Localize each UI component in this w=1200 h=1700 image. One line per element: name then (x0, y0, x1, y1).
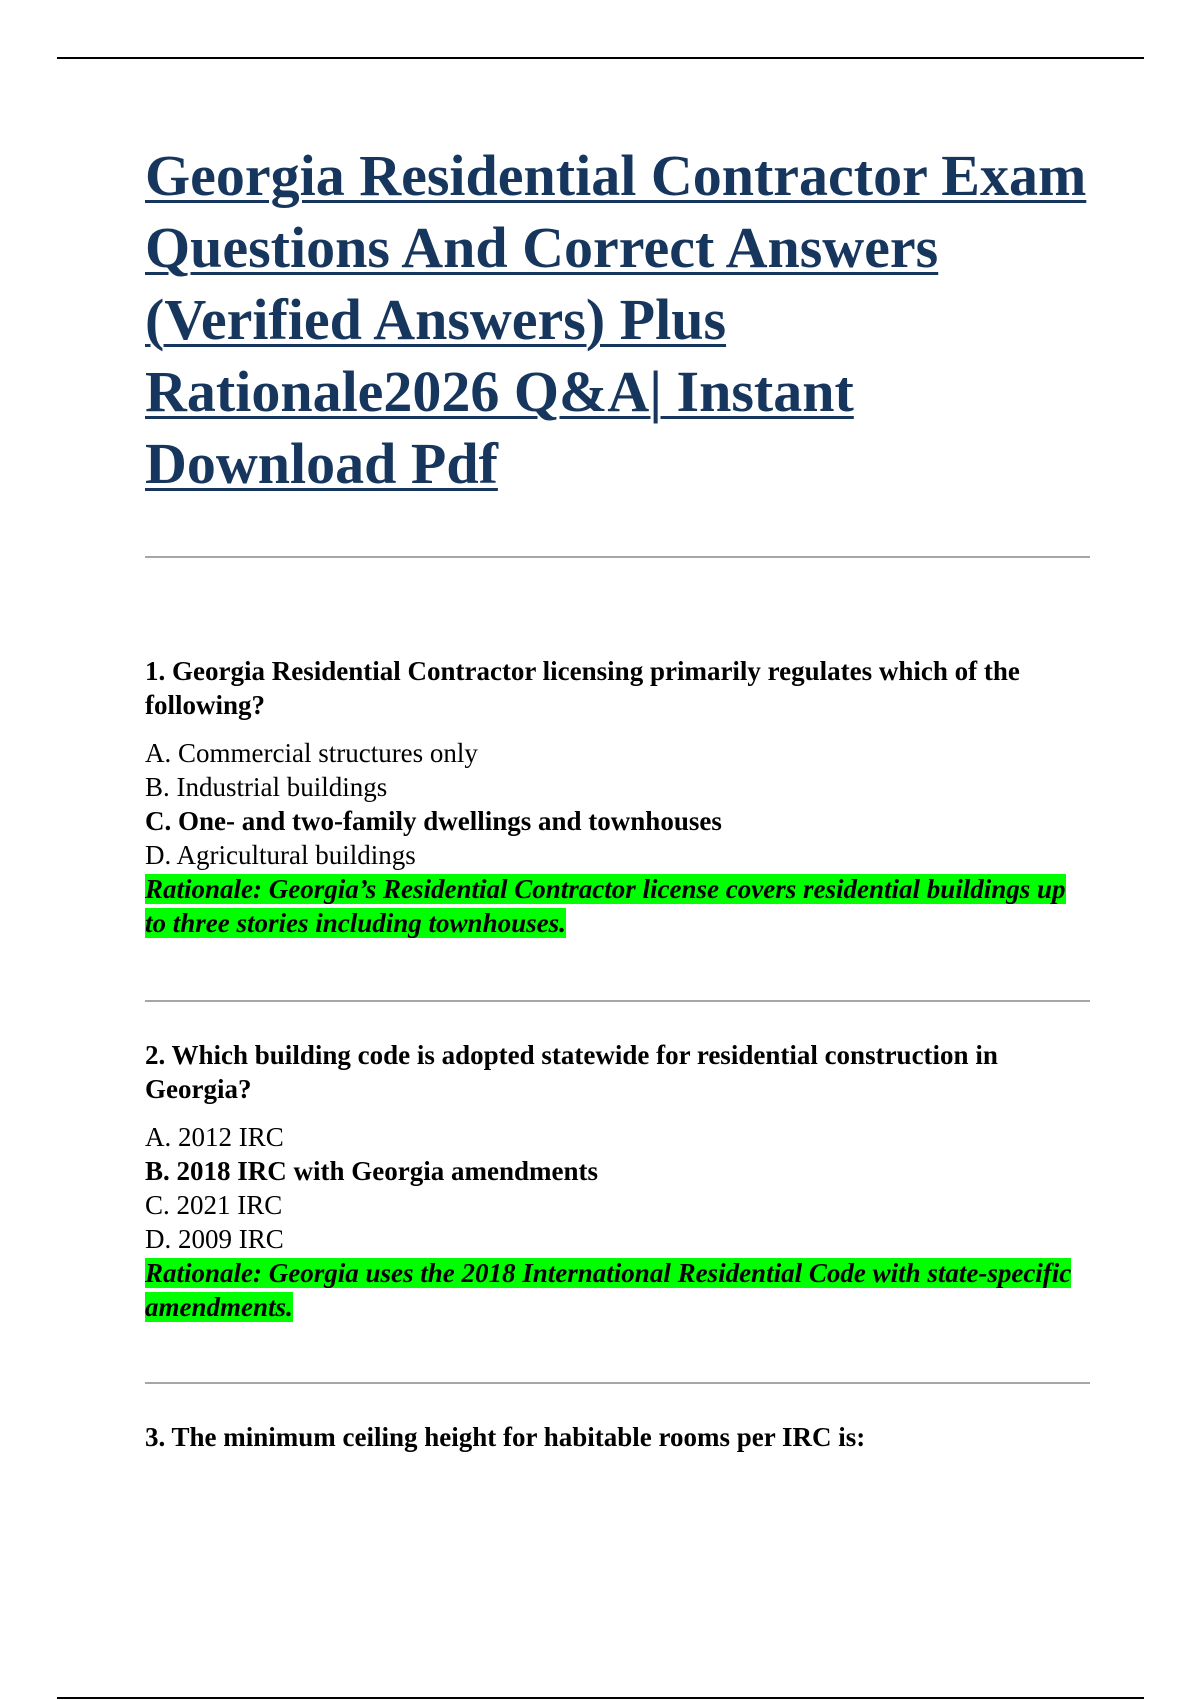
document-title (145, 140, 1090, 500)
section-divider (145, 1382, 1090, 1384)
page-bottom-rule (57, 1697, 1144, 1699)
rationale (145, 872, 1090, 940)
rationale-highlight: Rationale: Georgia’s Residential Contractor license covers residential buildings up to three stories including townhouses. (145, 874, 1066, 938)
option-d: D. 2009 IRC (145, 1224, 284, 1254)
answer-options (145, 736, 1090, 872)
question-1 (145, 654, 1090, 940)
rationale (145, 1256, 1090, 1324)
question-text: 2. Which building code is adopted statewide for residential construction in Georgia? (145, 1040, 998, 1104)
question-text: 1. Georgia Residential Contractor licensing primarily regulates which of the following? (145, 656, 1020, 720)
section-divider (145, 1000, 1090, 1002)
document-body (145, 140, 1090, 1454)
option-b: B. Industrial buildings (145, 772, 388, 802)
option-c: C. 2021 IRC (145, 1190, 283, 1220)
option-a: A. 2012 IRC (145, 1122, 284, 1152)
question-2 (145, 1038, 1090, 1324)
rationale-highlight: Rationale: Georgia uses the 2018 International Residential Code with state-specific amendments. (145, 1258, 1072, 1322)
option-b-correct: B. 2018 IRC with Georgia amendments (145, 1156, 598, 1186)
answer-options (145, 1120, 1090, 1256)
section-divider (145, 556, 1090, 558)
question-3 (145, 1420, 1090, 1454)
question-text: 3. The minimum ceiling height for habitable rooms per IRC is: (145, 1422, 866, 1452)
document-title-link[interactable]: Georgia Residential Contractor Exam Questions And Correct Answers (Verified Answers) Plus Rationale2026 Q&A| Instant Download Pdf (145, 143, 1087, 496)
option-a: A. Commercial structures only (145, 738, 478, 768)
option-c-correct: C. One- and two-family dwellings and townhouses (145, 806, 722, 836)
option-d: D. Agricultural buildings (145, 840, 416, 870)
page-top-rule (57, 57, 1144, 59)
